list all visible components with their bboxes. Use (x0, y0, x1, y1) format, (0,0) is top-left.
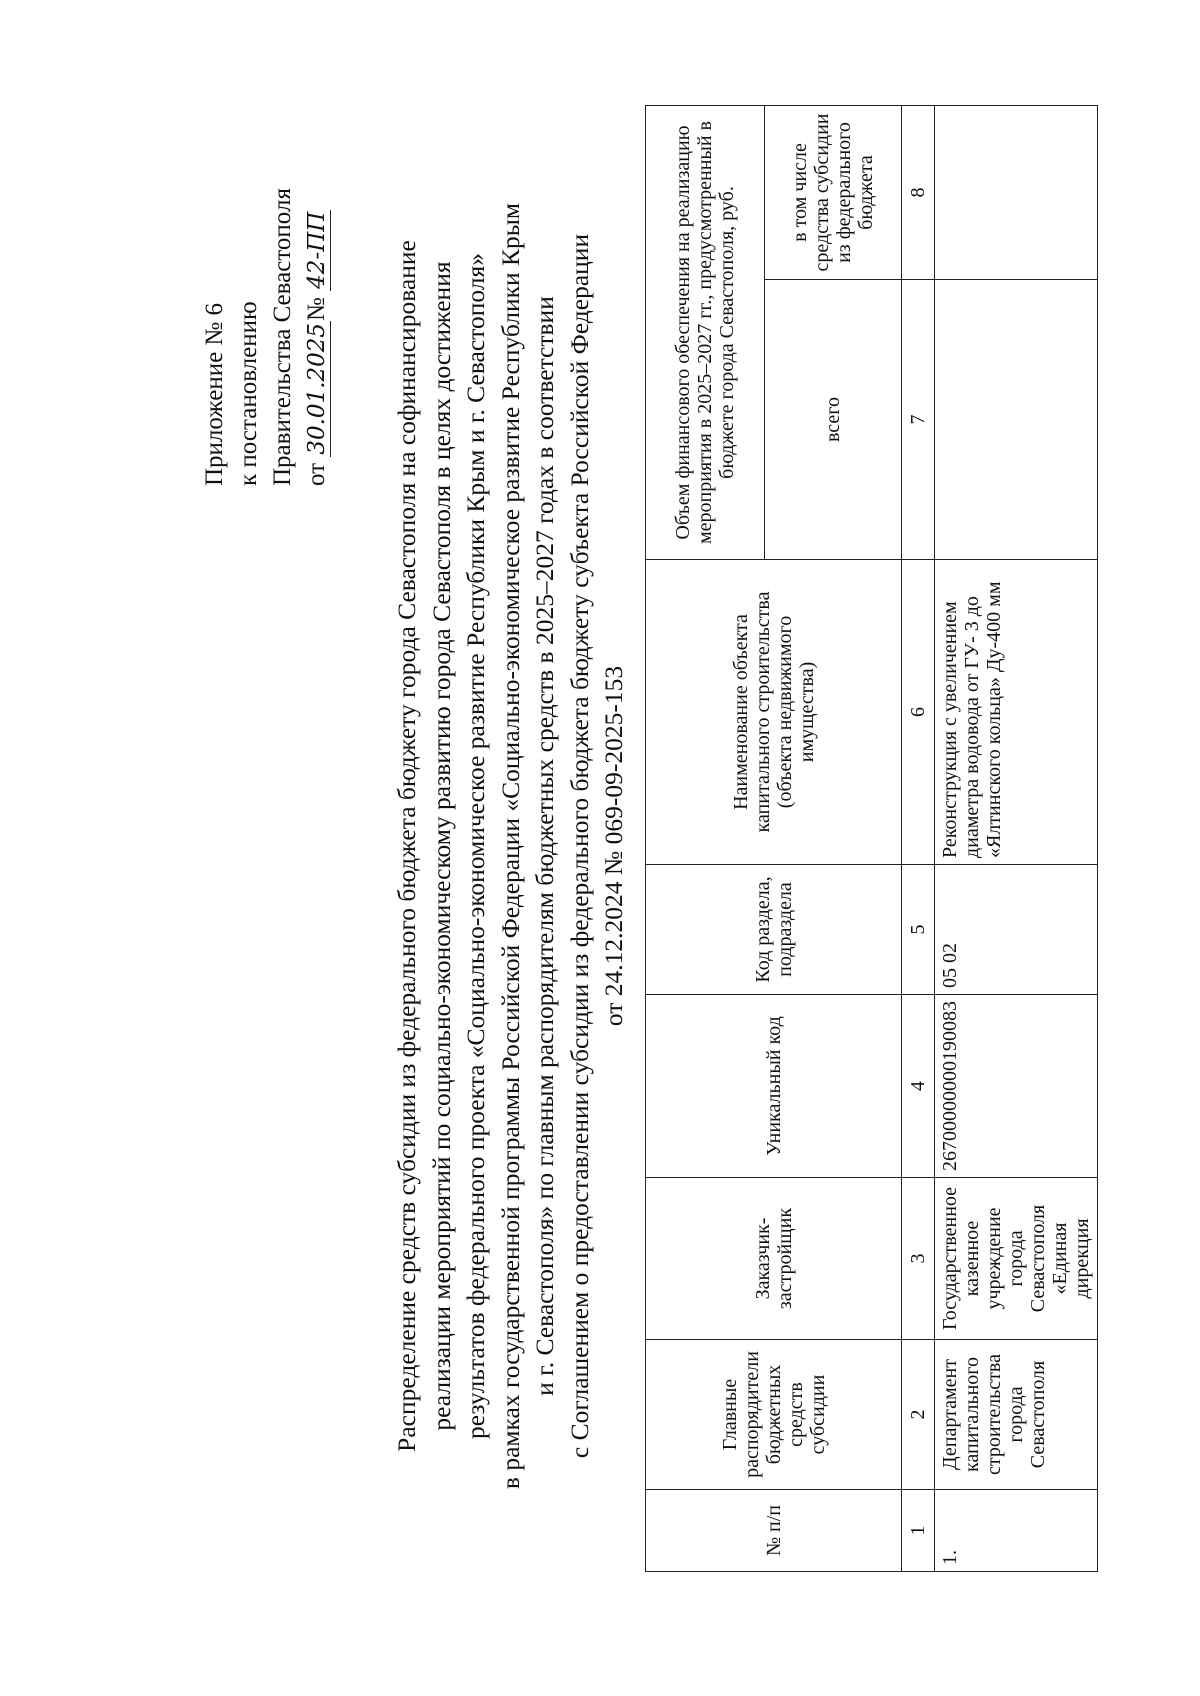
header-distributor: Главные распорядители бюджетных средств субсидии (646, 1340, 902, 1490)
title-line: и г. Севастополя» по главным распорядителям бюджетных средств в 2025–2027 годах в соответствии (530, 296, 559, 1396)
row-num: 1. (935, 1490, 1098, 1572)
numbering-row (902, 106, 935, 1572)
handwritten-number: 42-ПП (304, 211, 330, 289)
row-unique-code: 26700000000190083 (935, 995, 1098, 1178)
numbering-cell: 8 (902, 106, 935, 280)
table-row (935, 106, 1098, 1572)
title-line: в рамках государственной программы Российской Федерации «Социально-экономическое развитие Республики Крым (495, 202, 525, 1490)
numbering-cell: 4 (902, 995, 935, 1178)
header-unique-code: Уникальный код (646, 995, 902, 1178)
numbering-cell: 1 (902, 1490, 935, 1572)
appendix-line-2: к постановлению (235, 301, 262, 486)
numbering-cell: 5 (902, 865, 935, 995)
row-distributor: Департамент капитального строительства города Севастополя (935, 1340, 1098, 1490)
document-title (390, 116, 632, 1576)
row-total (935, 280, 1098, 560)
subsidy-table (645, 105, 1098, 1572)
handwritten-date: 30.01.2025 (304, 322, 330, 455)
row-section-code: 05 02 (935, 865, 1098, 995)
appendix-line-1: Приложение № 6 (201, 302, 228, 486)
title-line: с Соглашением о предоставлении субсидии из федерального бюджета бюджету субъекта Российской Федерации (564, 233, 594, 1459)
header-row-1 (646, 106, 765, 1572)
title-line: Распределение средств субсидии из федерального бюджета бюджету города Севастополя на софинансирование (392, 240, 421, 1452)
header-federal: в том числе средства субсидии из федерального бюджета (765, 106, 902, 280)
row-federal (935, 106, 1098, 280)
title-line: результатов федерального проекта «Социально-экономическое развитие Республики Крым и г. Севастополя» (461, 253, 490, 1439)
appendix-date-line (300, 66, 334, 486)
row-object-name: Реконструкция с увеличением диаметра водовода от ГУ- 3 до «Ялтинского кольца» Ду-400 мм (935, 560, 1098, 865)
title-line: реализации мероприятий по социально-экономическому развитию города Севастополя в целях достижения (426, 261, 456, 1431)
number-sign: № (303, 297, 330, 321)
header-finance: Объем финансового обеспечения на реализацию мероприятия в 2025–2027 гг., предусмотренный в бюджете города Севастополя, руб. (646, 106, 765, 560)
header-total: всего (765, 280, 902, 560)
appendix-line-3: Правительства Севастополя (269, 188, 296, 486)
row-customer: Государственное казенное учреждение города Севастополя «Единая дирекция (935, 1178, 1098, 1340)
header-section-code: Код раздела, подраздела (646, 865, 902, 995)
header-num: № п/п (646, 1490, 902, 1572)
title-line: от 24.12.2024 № 069-09-2025-153 (599, 665, 628, 1027)
date-prefix: от (303, 462, 330, 486)
header-customer: Заказчик-застройщик (646, 1178, 902, 1340)
numbering-cell: 2 (902, 1340, 935, 1490)
header-object-name: Наименование объекта капитального строительства (объекта недвижимого имущества) (646, 560, 902, 865)
numbering-cell: 7 (902, 280, 935, 560)
numbering-cell: 6 (902, 560, 935, 865)
numbering-cell: 3 (902, 1178, 935, 1340)
appendix-block (198, 66, 334, 486)
